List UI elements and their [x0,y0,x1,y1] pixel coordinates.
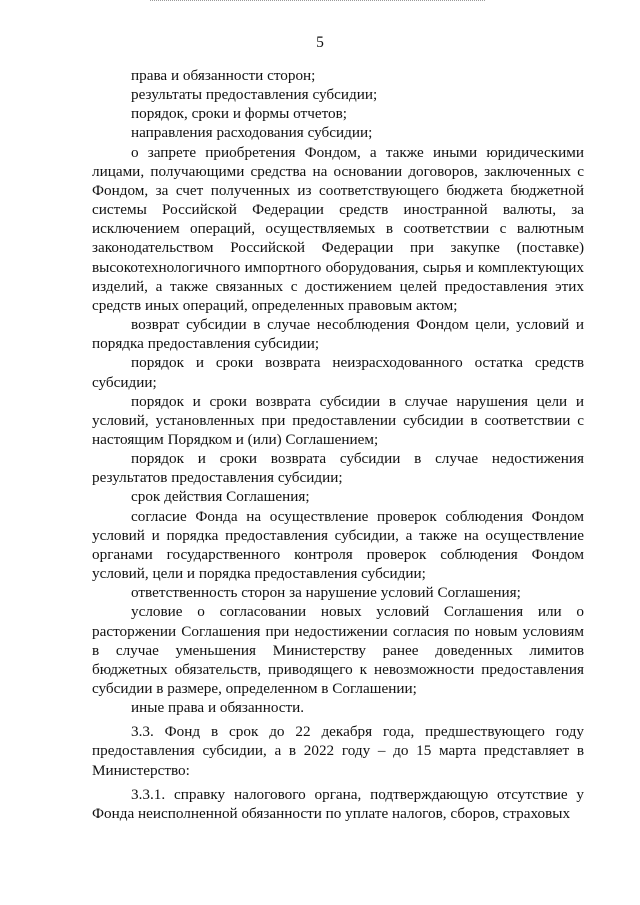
paragraph-term: срок действия Соглашения; [131,488,310,506]
paragraph-liability: ответственность сторон за нарушение условий Соглашения; [131,584,521,602]
top-border-line [150,0,485,1]
paragraph-return-unspent: порядок и сроки возврата неизрасходованного остатка средств субсидии; [92,354,584,391]
paragraph-audit-consent: согласие Фонда на осуществление проверок соблюдения Фондом условий и порядка предоставления субсидии, а также на осуществление органами государственного контроля проверок соблюдения Фондом условий, цели и порядка предоставления субсидии; [92,507,584,583]
paragraph-section-3-3-1: 3.3.1. справку налогового органа, подтверждающую отсутствие у Фонда неисполненной обязанности по уплате налогов, сборов, страховых [92,785,584,822]
paragraph-other-rights: иные права и обязанности. [131,699,305,717]
document-body [92,66,584,823]
paragraph-section-3-3: 3.3. Фонд в срок до 22 декабря года, предшествующего году предоставления субсидии, а в 2022 году – до 15 марта представляет в Министерство: [92,723,584,779]
paragraph-rights-obligations: права и обязанности сторон; [131,67,316,84]
paragraph-spending-directions: направления расходования субсидии; [131,124,373,142]
paragraph-results: результаты предоставления субсидии; [131,86,378,104]
page-number: 5 [316,34,324,51]
paragraph-return-nonachievement: порядок и сроки возврата субсидии в случае недостижения результатов предоставления субсидии; [92,450,584,487]
paragraph-return-noncompliance: возврат субсидии в случае несоблюдения Фондом цели, условий и порядка предоставления субсидии; [92,316,584,353]
paragraph-reports: порядок, сроки и формы отчетов; [131,105,347,123]
paragraph-return-violation: порядок и сроки возврата субсидии в случае нарушения цели и условий, установленных при предоставлении субсидии в соответствии с настоящим Порядком и (или) Соглашением; [92,392,584,448]
paragraph-new-conditions: условие о согласовании новых условий Соглашения или о расторжении Соглашения при недостижении согласия по новым условиям в случае уменьшения Министерству ранее доведенных лимитов бюджетных обязательств, приводящего к невозможности предоставления субсидии в размере, определенном в Соглашении; [92,603,584,697]
paragraph-currency-ban: о запрете приобретения Фондом, а также иными юридическими лицами, получающими средства на основании договоров, заключенных с Фондом, за счет полученных из соответствующего бюджета бюджетной системы Российской Федерации средств иностранной валюты, за исключением операций, осуществляемых в соответствии с валютным законодательством Российской Федерации при закупке (поставке) высокотехнологичного импортного оборудования, сырья и комплектующих изделий, а также связанных с достижением целей предоставления этих средств иных операций, определенных правовым актом; [92,143,584,314]
